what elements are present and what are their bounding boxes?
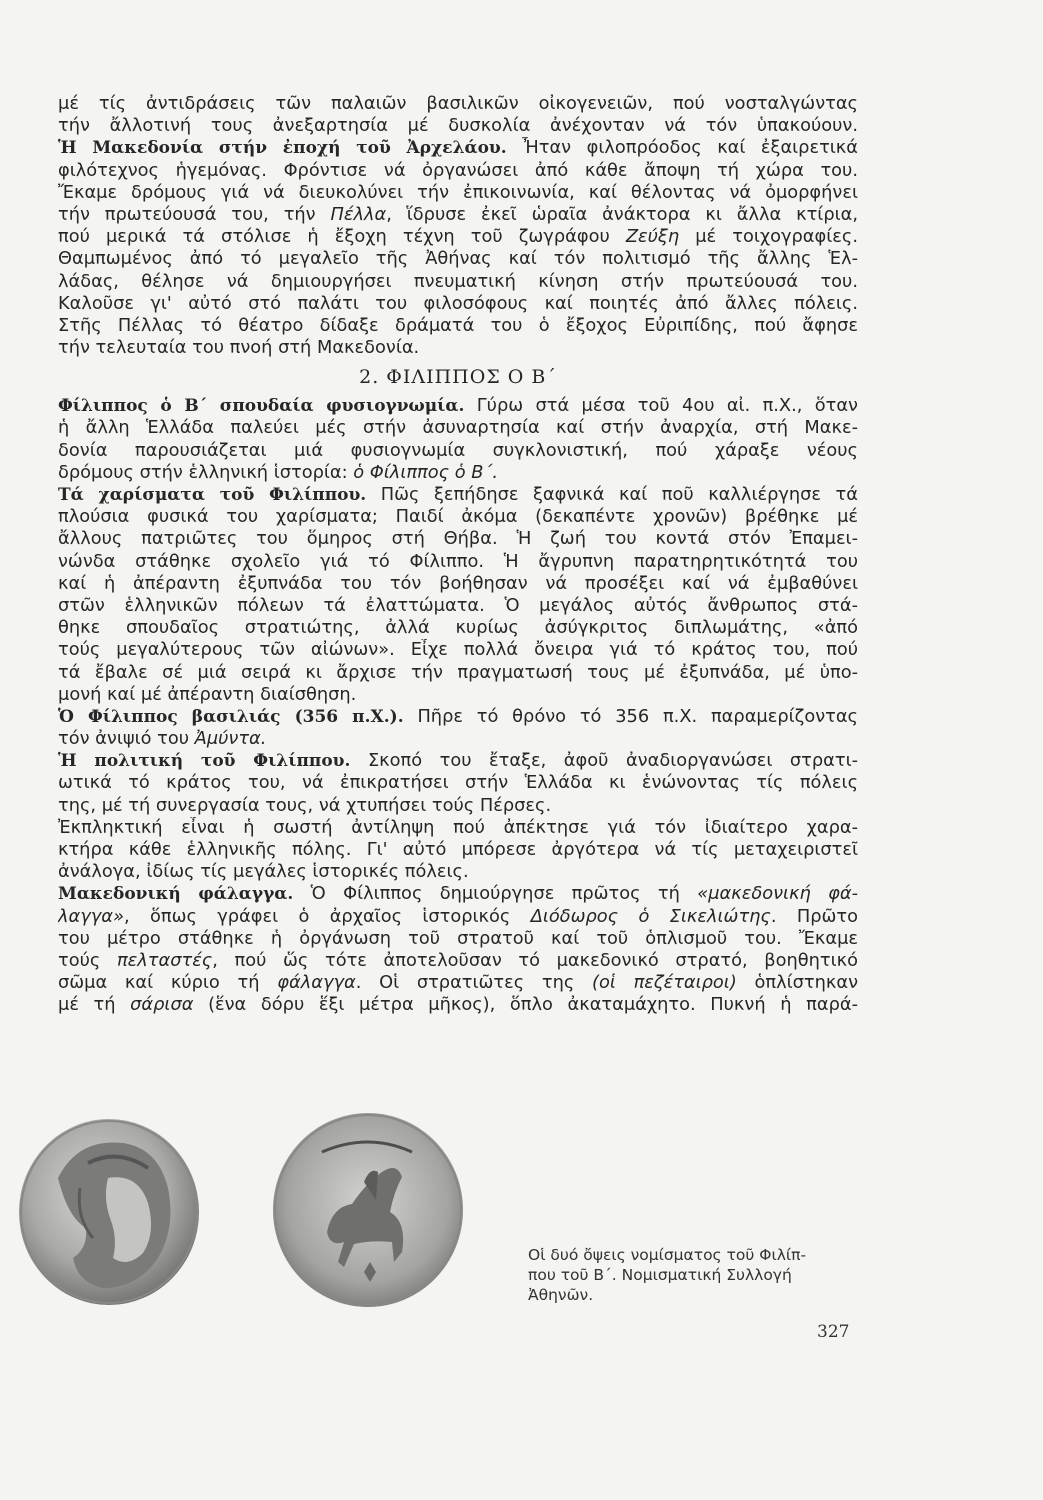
text-line: τήν ἄλλοτινή τους ἀνεξαρτησία μέ δυσκολία ἀνέχονταν νά τόν ὑπακούουν. — [58, 115, 858, 137]
text-line: της, μέ τή συνεργασία τους, νά χτυπήσει τούς Πέρσες. — [58, 794, 552, 816]
section-heading: 2. ΦΙΛΙΠΠΟΣ Ο Β΄ — [359, 366, 557, 389]
text-line: κτήρα κάθε ἑλληνικῆς πόλης. Γι' αὐτό μπόρεσε ἀργότερα νά τίς μεταχειριστεῖ — [58, 839, 858, 860]
text-line: τούς πελταστές, πού ὥς τότε ἀποτελοῦσαν τό μακεδονικό στρατό, βοηθητικό — [58, 949, 858, 971]
italic-term: ὁ Φίλιππος ὁ Β΄. — [353, 461, 498, 483]
body-text — [58, 93, 858, 1017]
text-line: Στῆς Πέλλας τό θέατρο δίδαξε δράματά του ὁ ἔξοχος Εὐριπίδης, πού ἄφησε — [58, 314, 858, 336]
text-line: λάδας, θέλησε νά δημιουργήσει πνευματική κίνηση στήν πρωτεύουσά του. — [58, 270, 858, 292]
text-line: Τά χαρίσματα τοῦ Φιλίππου. Πῶς ξεπήδησε ξαφνικά καί ποῦ καλλιέργησε τά — [58, 484, 858, 505]
text-line: ἀνάλογα, ἰδίως τίς μεγάλες ἱστορικές πόλεις. — [58, 861, 469, 883]
text-line: Μακεδονική φάλαγγα. Ὁ Φίλιππος δημιούργησε πρῶτος τή «μακεδονική φά- — [58, 883, 858, 905]
bold-heading-philip: Φίλιππος ὁ Β΄ σπουδαία φυσιογνωμία. — [58, 396, 465, 417]
text-line: τήν τελευταία του πνοή στή Μακεδονία. — [58, 337, 420, 359]
text-line: δρόμους στήν ἑλληνική ἱστορία: ὁ Φίλιππος ὁ Β΄. — [58, 461, 498, 483]
page-number: 327 — [817, 1322, 850, 1342]
text-line: δονία παρουσιάζεται μιά φυσιογνωμία συγκλονιστική, πού χάραξε νέους — [58, 439, 858, 461]
text-line: λαγγα», ὅπως γράφει ὁ ἀρχαῖος ἱστορικός Διόδωρος ὁ Σικελιώτης. Πρῶτο — [58, 905, 858, 927]
coin-obverse-image — [18, 1118, 200, 1306]
text-line: πού μερικά τά στόλισε ἡ ἔξοχη τέχνη τοῦ ζωγράφου Ζεύξη μέ τοιχογραφίες. — [58, 226, 858, 248]
italic-term: «μακεδονική φά- — [697, 883, 858, 905]
italic-term: Πέλλα — [330, 203, 387, 225]
bold-heading-policy: Ἡ πολιτική τοῦ Φιλίππου. — [58, 751, 351, 772]
text-line: πλούσια φυσικά του χαρίσματα; Παιδί ἀκόμα (δεκαπέντε χρονῶν) βρέθηκε μέ — [58, 506, 858, 528]
text-line: Φίλιππος ὁ Β΄ σπουδαία φυσιογνωμία. Γύρω στά μέσα τοῦ 4ου αἰ. π.Χ., ὅταν — [58, 395, 858, 417]
text-line: θηκε σπουδαῖος στρατιώτης, ἀλλά κυρίως ἀσύγκριτος διπλωμάτης, «ἀπό — [58, 617, 858, 639]
text-line: του μέτρο στάθηκε ἡ ὀργάνωση τοῦ στρατοῦ καί τοῦ ὁπλισμοῦ του. Ἔκαμε — [58, 927, 858, 949]
text-line: μέ τίς ἀντιδράσεις τῶν παλαιῶν βασιλικῶν οἰκογενειῶν, πού νοσταλγώντας — [58, 93, 858, 114]
bold-heading-phalanx: Μακεδονική φάλαγγα. — [58, 884, 294, 905]
italic-term: φάλαγγα — [277, 972, 356, 994]
caption-line: Οἱ δυό ὄψεις νομίσματος τοῦ Φιλίπ- — [528, 1246, 807, 1264]
italic-term: Διόδωρος ὁ Σικελιώτης — [530, 905, 771, 927]
text-line: τά ἔβαλε σέ μιά σειρά κι ἄρχισε τήν πραγματωσή τους μέ ἐξυπνάδα, μέ ὑπο- — [58, 661, 858, 683]
italic-term: λαγγα» — [58, 905, 124, 927]
italic-term: Ζεύξη — [625, 226, 680, 248]
coin-reverse-image — [272, 1112, 464, 1308]
text-line: τήν πρωτεύουσά του, τήν Πέλλα, ἵδρυσε ἐκεῖ ὡραῖα ἀνάκτορα κι ἄλλα κτίρια, — [58, 203, 858, 225]
text-line: Καλοῦσε γι' αὐτό στό παλάτι του φιλοσόφους καί ποιητές ἀπό ἄλλες πόλεις. — [58, 292, 858, 314]
text-line: στῶν ἑλληνικῶν πόλεων τά ἐλαττώματα. Ὁ μεγάλος αὐτός ἄνθρωπος στά- — [58, 594, 858, 616]
text-line: Ὁ Φίλιππος βασιλιάς (356 π.Χ.). Πῆρε τό θρόνο τό 356 π.Χ. παραμερίζοντας — [58, 705, 858, 727]
text-line: καί ἡ ἀπέραντη ἐξυπνάδα του τόν βοήθησαν νά προσέξει καί νά ἐμβαθύνει — [58, 572, 858, 594]
caption-line: Ἀθηνῶν. — [528, 1286, 594, 1304]
italic-term: (οἱ πεζέταιροι) — [592, 972, 737, 994]
text-line: μονή καί μέ ἀπέραντη διαίσθηση. — [58, 683, 357, 705]
text-line: νώνδα στάθηκε σχολεῖο γιά τό Φίλιππο. Ἡ ἄγρυπνη παρατηρητικότητά του — [58, 550, 858, 572]
text-line: Θαμπωμένος ἀπό τό μεγαλεῖο τῆς Ἀθήνας καί τόν πολιτισμό τῆς ἄλλης Ἑλ- — [58, 248, 858, 270]
text-line: μέ τή σάρισα (ἕνα δόρυ ἕξι μέτρα μῆκος), ὅπλο ἀκαταμάχητο. Πυκνή ἡ παρά- — [58, 994, 858, 1016]
caption-line: που τοῦ Β΄. Νομισματική Συλλογή — [528, 1266, 792, 1284]
text-line: Ἡ Μακεδονία στήν ἐποχή τοῦ Ἀρχελάου. Ἦταν φιλοπρόοδος καί ἐξαιρετικά — [58, 137, 858, 159]
figure-caption — [528, 1245, 868, 1305]
text-line: Ἔκαμε δρόμους γιά νά διευκολύνει τήν ἐπικοινωνία, καί θέλοντας νά ὀμορφήνει — [58, 181, 858, 203]
text-line: ἡ ἄλλη Ἑλλάδα παλεύει μές στήν ἀσυναρτησία καί στήν ἀναρχία, στή Μακε- — [58, 417, 858, 439]
italic-term: σάρισα — [130, 994, 194, 1016]
italic-term: Ἀμύντα. — [194, 728, 267, 750]
italic-term: πελταστές — [116, 949, 213, 971]
text-line: σῶμα καί κύριο τή φάλαγγα. Οἱ στρατιῶτες της (οἱ πεζέταιροι) ὁπλίστηκαν — [58, 972, 858, 994]
coin-images — [18, 1112, 518, 1308]
text-line: ωτικά τό κράτος του, νά ἐπικρατήσει στήν Ἑλλάδα κι ἑνώνοντας τίς πόλεις — [58, 772, 858, 794]
bold-heading-king: Ὁ Φίλιππος βασιλιάς (356 π.Χ.). — [58, 706, 404, 727]
text-line: Ἐκπληκτική εἶναι ἡ σωστή ἀντίληψη πού ἀπέκτησε γιά τόν ἰδιαίτερο χαρα- — [58, 816, 858, 838]
text-line: Ἡ πολιτική τοῦ Φιλίππου. Σκοπό του ἔταξε, ἀφοῦ ἀναδιοργανώσει στρατι- — [58, 750, 858, 772]
text-line: τόν ἀνιψιό του Ἀμύντα. — [58, 728, 267, 750]
text-line: τούς μεγαλύτερους τῶν αἰώνων». Εἶχε πολλά ὄνειρα γιά τό κράτος του, πού — [58, 639, 858, 661]
bold-heading-archelaos: Ἡ Μακεδονία στήν ἐποχή τοῦ Ἀρχελάου. — [58, 138, 507, 159]
text-line: φιλότεχνος ἡγεμόνας. Φρόντισε νά ὀργανώσει ἀπό κάθε ἄποψη τή χώρα του. — [58, 159, 858, 181]
text-line: ἄλλους πατριῶτες του ὅμηρος στή Θήβα. Ἡ ζωή του κοντά στόν Ἐπαμει- — [58, 528, 858, 550]
bold-heading-charismata: Τά χαρίσματα τοῦ Φιλίππου. — [58, 485, 367, 505]
